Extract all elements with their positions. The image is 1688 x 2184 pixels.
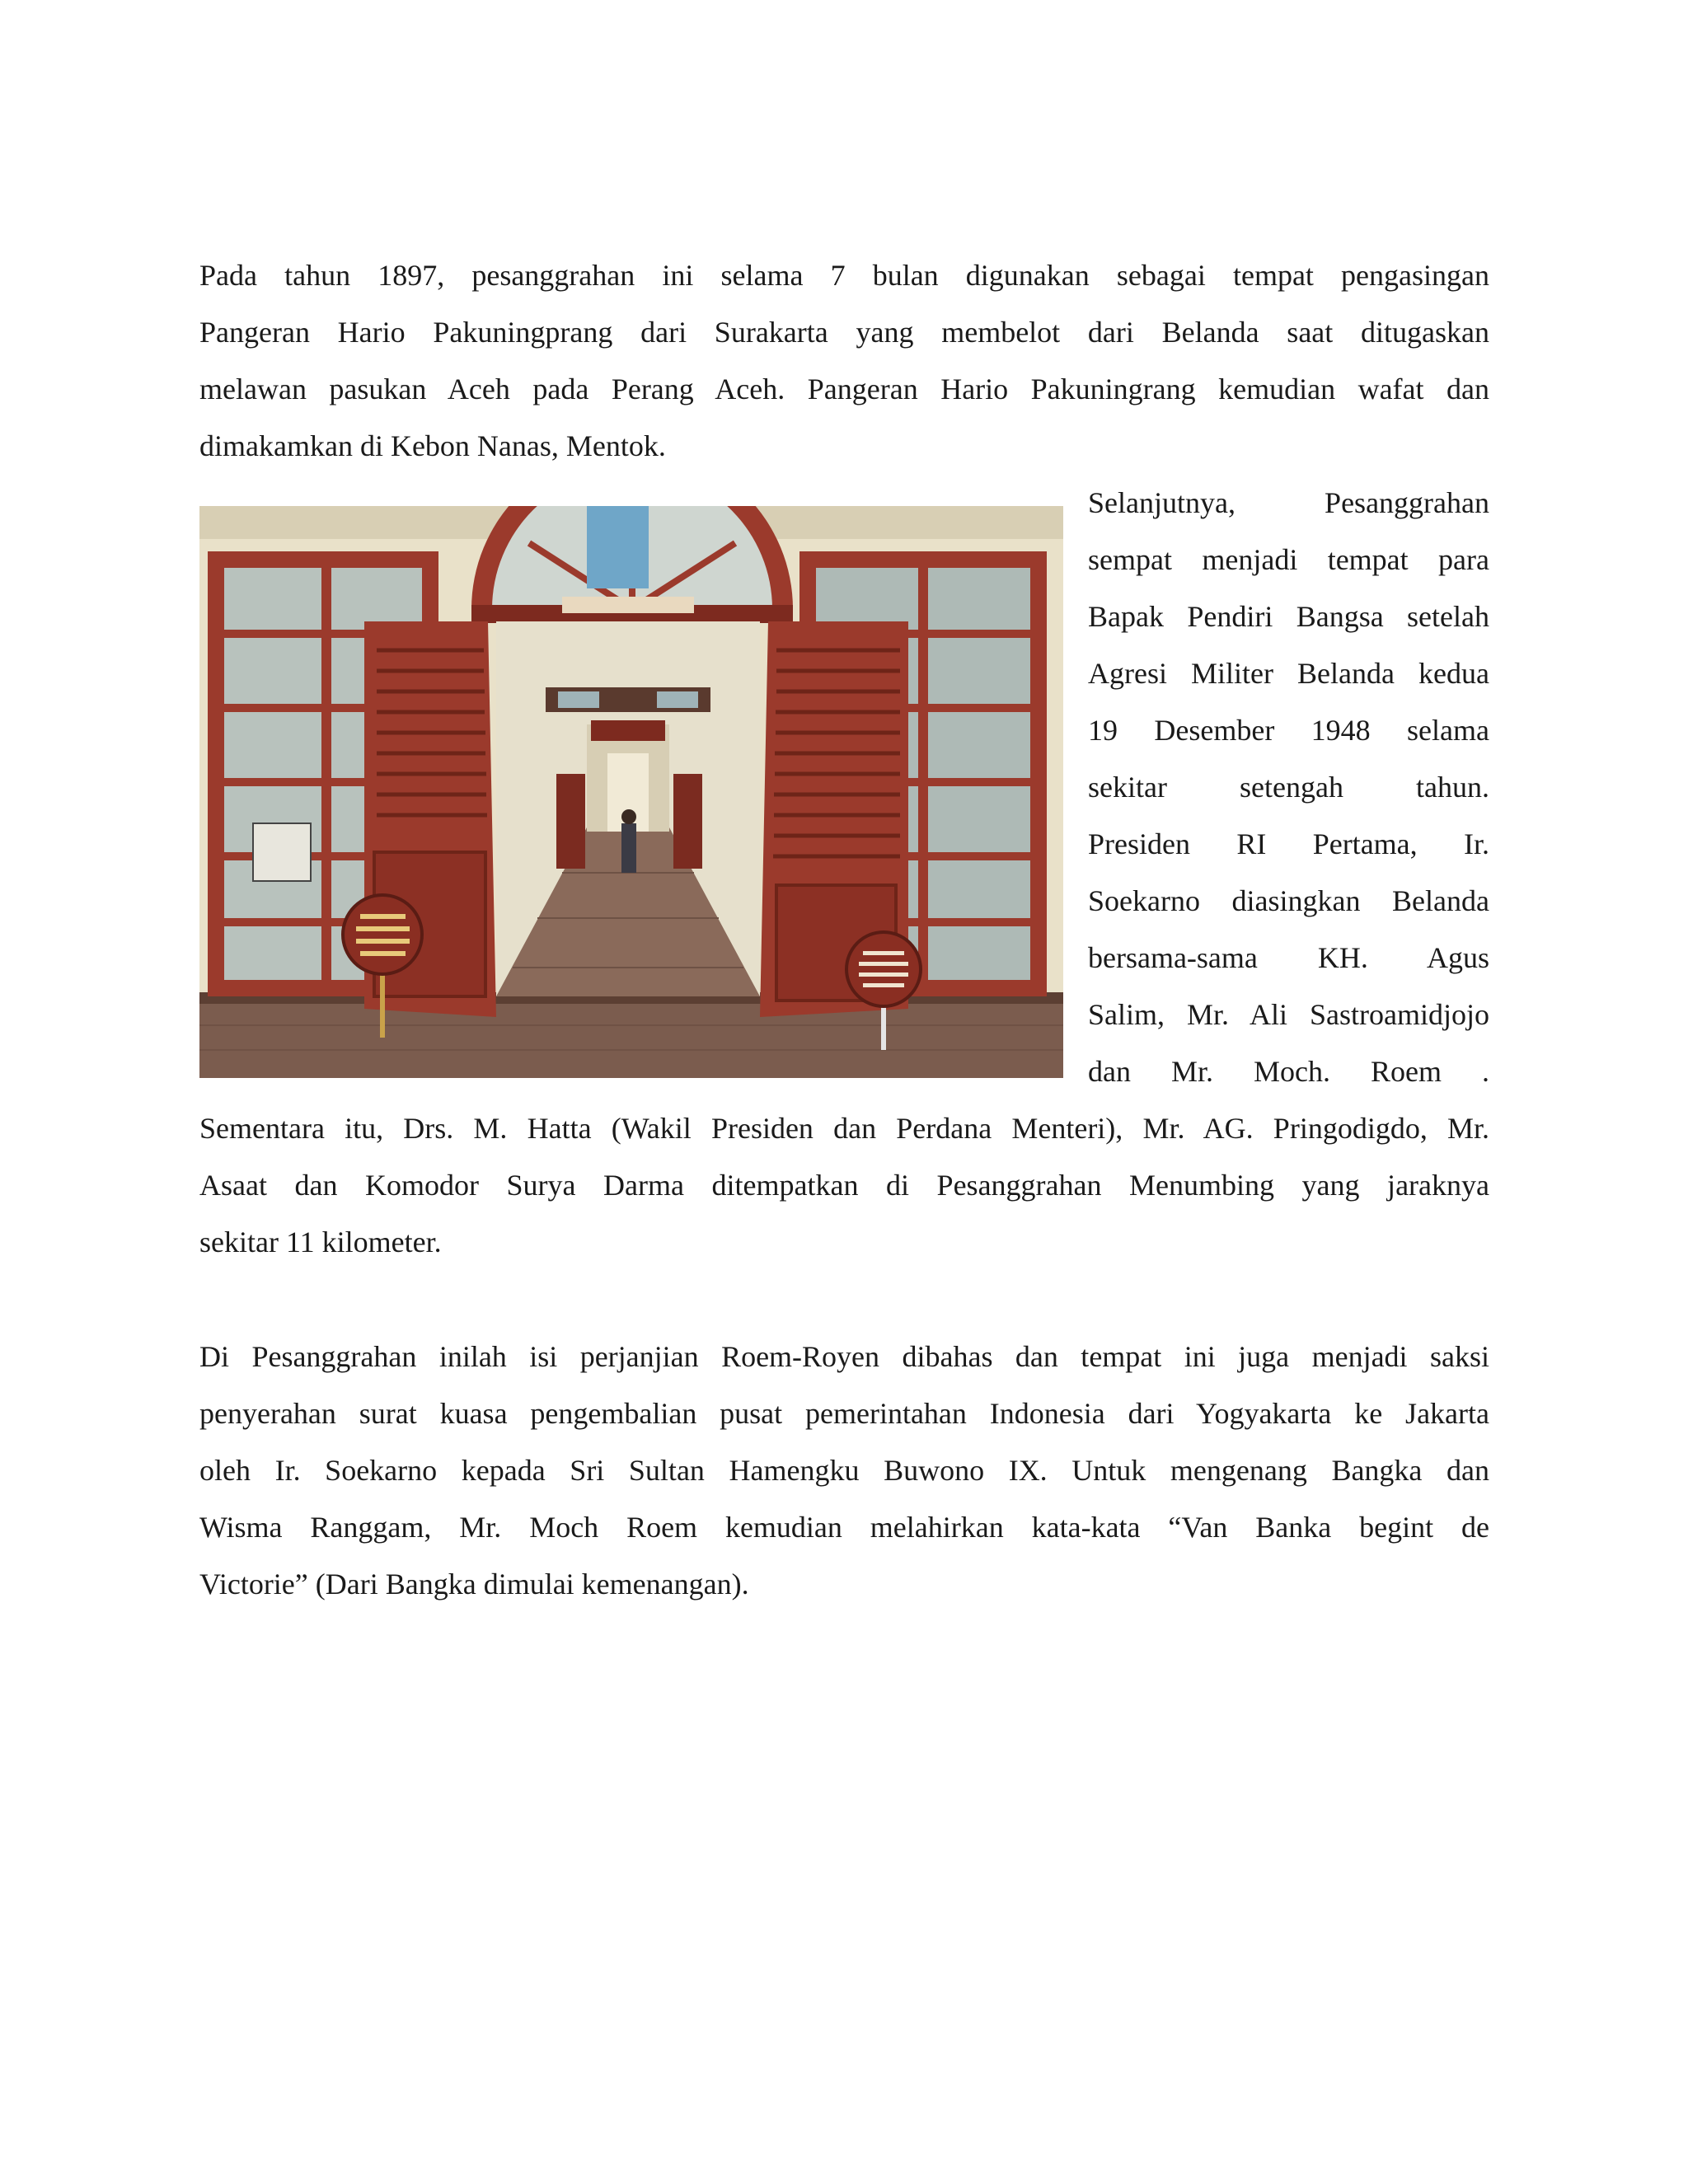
paragraph-line: Salim, Mr. Ali Sastroamidjojo	[1088, 998, 1489, 1031]
paragraph-line: Asaat dan Komodor Surya Darma ditempatkan di Pesanggrahan Menumbing yang jaraknya	[199, 1169, 1489, 1202]
paragraph-line: penyerahan surat kuasa pengembalian pusat pemerintahan Indonesia dari Yogyakarta ke Jakarta	[199, 1397, 1489, 1430]
paragraph-line: Soekarno diasingkan Belanda	[1088, 884, 1489, 917]
paragraph-line: Pangeran Hario Pakuningprang dari Surakarta yang membelot dari Belanda saat ditugaskan	[199, 316, 1489, 349]
paragraph-line: Selanjutnya, Pesanggrahan	[1088, 486, 1489, 519]
paragraph-2-wrapped	[1088, 475, 1489, 1100]
building-entrance-photo	[199, 506, 1063, 1078]
paragraph-line: Agresi Militer Belanda kedua	[1088, 657, 1489, 690]
paragraph-line: sekitar setengah tahun.	[1088, 771, 1489, 804]
paragraph-line: oleh Ir. Soekarno kepada Sri Sultan Hamengku Buwono IX. Untuk mengenang Bangka dan	[199, 1454, 1489, 1487]
paragraph-line: melawan pasukan Aceh pada Perang Aceh. Pangeran Hario Pakuningrang kemudian wafat dan	[199, 373, 1489, 405]
paragraph-line: Di Pesanggrahan inilah isi perjanjian Roem-Royen dibahas dan tempat ini juga menjadi saksi	[199, 1340, 1489, 1373]
paragraph-2-continued	[199, 1100, 1489, 1271]
paragraph-line: bersama-sama KH. Agus	[1088, 941, 1489, 974]
paragraph-1	[199, 247, 1489, 475]
paragraph-line: 19 Desember 1948 selama	[1088, 714, 1489, 747]
paragraph-line: sempat menjadi tempat para	[1088, 543, 1489, 576]
paragraph-line: Sementara itu, Drs. M. Hatta (Wakil Presiden dan Perdana Menteri), Mr. AG. Pringodigdo, Mr.	[199, 1112, 1489, 1145]
paragraph-line: dimakamkan di Kebon Nanas, Mentok.	[199, 429, 666, 462]
paragraph-3	[199, 1329, 1489, 1613]
paragraph-line: Pada tahun 1897, pesanggrahan ini selama 7 bulan digunakan sebagai tempat pengasingan	[199, 259, 1489, 292]
paragraph-line: Wisma Ranggam, Mr. Moch Roem kemudian melahirkan kata-kata “Van Banka begint de	[199, 1511, 1489, 1544]
paragraph-line: dan Mr. Moch. Roem .	[1088, 1055, 1489, 1088]
paragraph-line: Presiden RI Pertama, Ir.	[1088, 827, 1489, 860]
paragraph-line: sekitar 11 kilometer.	[199, 1226, 442, 1258]
paragraph-line: Victorie” (Dari Bangka dimulai kemenangan).	[199, 1568, 749, 1601]
paragraph-line: Bapak Pendiri Bangsa setelah	[1088, 600, 1489, 633]
